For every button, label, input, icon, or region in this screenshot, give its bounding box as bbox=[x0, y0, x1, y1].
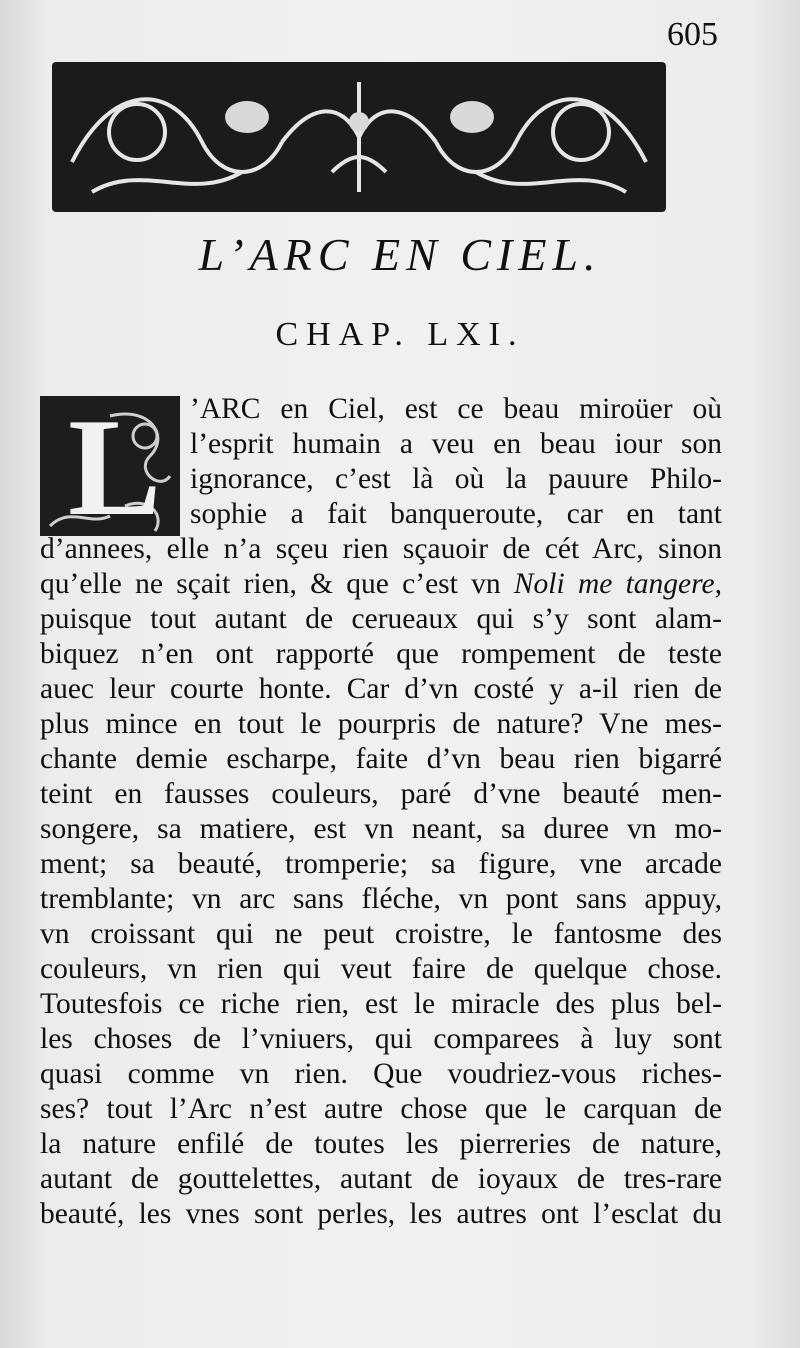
text-line bbox=[40, 567, 722, 602]
text-line: l’esprit humain a veu en beau iour son bbox=[190, 428, 722, 460]
text-line: Toutesfois ce riche rien, est le miracle des plus bel- bbox=[40, 988, 722, 1020]
text-line: couleurs, vn rien qui veut faire de quelque chose. bbox=[40, 953, 722, 985]
text-line: plus mince en tout le pourpris de nature? Vne mes- bbox=[40, 708, 722, 740]
text-line: beauté, les vnes sont perles, les autres ont l’esclat du bbox=[40, 1198, 722, 1230]
text-line: songere, sa matiere, est vn neant, sa duree vn mo- bbox=[40, 813, 722, 845]
ornamental-headpiece bbox=[52, 62, 666, 212]
text-line: biquez n’en ont rapporté que rompement de teste bbox=[40, 638, 722, 670]
section-title: L’ARC EN CIEL. bbox=[198, 229, 602, 280]
text-line: ’ARC en Ciel, est ce beau miroüer où bbox=[190, 393, 722, 425]
text-line: autant de gouttelettes, autant de ioyaux de tres-rare bbox=[40, 1163, 722, 1195]
text-line-segment: qu’elle ne sçait rien, & que c’est vn bbox=[40, 568, 501, 600]
text-line: chante demie escharpe, faite d’vn beau rien bigarré bbox=[40, 743, 722, 775]
chapter-text bbox=[40, 392, 722, 1232]
text-line: vn croissant qui ne peut croistre, le fantosme des bbox=[40, 918, 722, 950]
drop-cap-letter: L bbox=[68, 390, 162, 545]
text-line: sophie a fait banqueroute, car en tant bbox=[190, 498, 722, 530]
text-line: auec leur courte honte. Car d’vn costé y a-il rien de bbox=[40, 673, 722, 705]
text-line: les choses de l’vniuers, qui comparees à luy sont bbox=[40, 1023, 722, 1055]
text-line: quasi comme vn rien. Que voudriez-vous riches- bbox=[40, 1058, 722, 1090]
text-line: ses? tout l’Arc n’est autre chose que le carquan de bbox=[40, 1093, 722, 1125]
page-number: 605 bbox=[667, 16, 718, 53]
chapter-heading: CHAP. LXI. bbox=[275, 316, 525, 353]
italic-phrase: Noli me tangere, bbox=[513, 568, 723, 600]
text-line: puisque tout autant de cerueaux qui s’y sont alam- bbox=[40, 603, 722, 635]
text-line: la nature enfilé de toutes les pierreries de nature, bbox=[40, 1128, 722, 1160]
text-line: ignorance, c’est là où la pauure Philo- bbox=[190, 463, 722, 495]
text-line: tremblante; vn arc sans fléche, vn pont sans appuy, bbox=[40, 883, 722, 915]
text-line: ment; sa beauté, tromperie; sa figure, vne arcade bbox=[40, 848, 722, 880]
text-line: d’annees, elle n’a sçeu rien sçauoir de cét Arc, sinon bbox=[40, 533, 722, 565]
text-line: teint en fausses couleurs, paré d’vne beauté men- bbox=[40, 778, 722, 810]
